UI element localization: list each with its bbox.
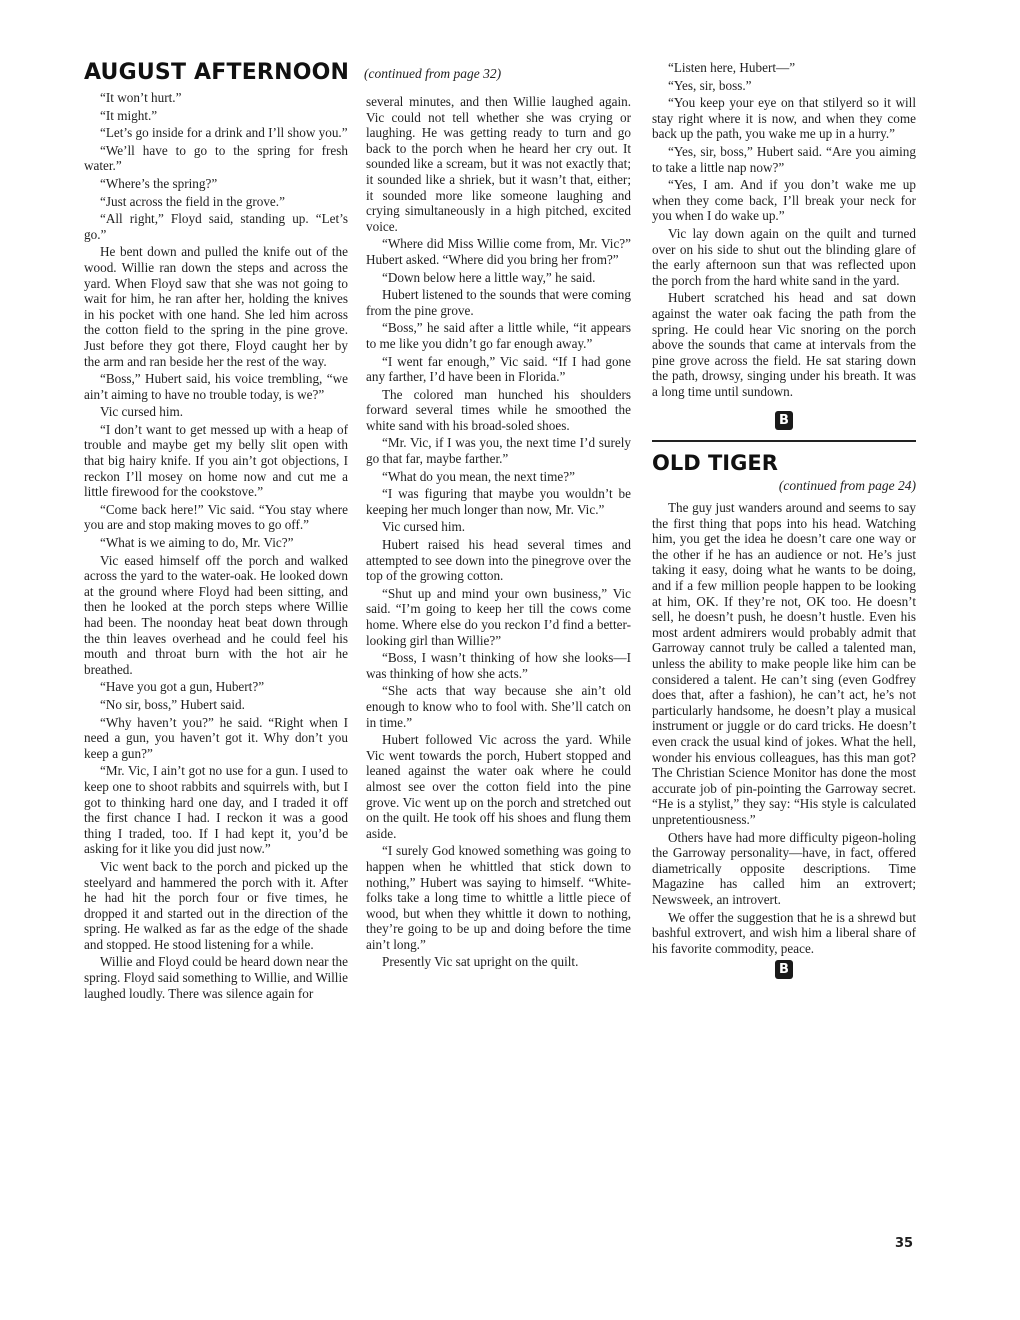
paragraph: Others have had more difficulty pigeon-holing the Garroway personality—have, in fact, offered diametrically opposite descriptions. Time Magazine has called him an extrovert; Newsweek, an introvert. <box>652 829 916 907</box>
paragraph: He bent down and pulled the knife out of the wood. Willie ran down the steps and across the yard. When Floyd saw that she was not going to wait for him, he ran after her, holding the knives in his pocket with one hand. She led him across the cotton field to the spring in the pine grove. Just before they got there, Floyd caught her by the arm and ran beside her the rest of the way. <box>84 244 348 369</box>
paragraph: Vic lay down again on the quilt and turned over on his side to shut out the blinding glare of the early afternoon sun that was reflected upon the porch from the hard white sand in the yard. <box>652 225 916 288</box>
paragraph: Presently Vic sat upright on the quilt. <box>382 954 579 970</box>
paragraph: several minutes, and then Willie laughed again. Vic could not tell whether she was crying or laughing. He was getting ready to turn and go back to the porch when he heard her cry out. It sounded like a scream, but it was not exactly that; it sounded like a shriek, but it wasn’t that, either; it sounded more like someone laughing and crying simultaneously in a high pitched, excited voice. <box>366 94 631 234</box>
text-column-3 <box>652 60 916 979</box>
paragraph: “Listen here, Hubert—” <box>668 60 796 75</box>
paragraph: Hubert listened to the sounds that were coming from the pine grove. <box>366 287 631 318</box>
paragraph: “Yes, sir, boss,” Hubert said. “Are you aiming to take a little nap now?” <box>652 143 916 175</box>
rabbit-logo-icon: B <box>775 960 793 979</box>
rabbit-logo-icon: B <box>775 411 793 430</box>
section-divider <box>652 440 916 442</box>
paragraph: Vic cursed him. <box>382 519 466 535</box>
paragraph: “Let’s go inside for a drink and I’ll show you.” <box>100 125 348 141</box>
paragraph: “Mr. Vic, I ain’t got no use for a gun. I used to keep one to shoot rabbits and squirrels with, but I got to thinking hard one day, and I traded it off the first chance I had. I reckon it was a good thing I traded, too. If I had kept it, you’d be asking for it like you did just now.” <box>84 763 348 857</box>
paragraph: “It won’t hurt.” <box>100 90 182 105</box>
paragraph: “I went far enough,” Vic said. “If I had gone any farther, I’d have been in Florida.” <box>366 353 631 385</box>
paragraph: “Yes, sir, boss.” <box>668 77 752 93</box>
paragraph: “I don’t want to get messed up with a heap of trouble and maybe get my belly slit open with that big hairy knife. If you ain’t got objections, I reckon I’ll mosey on home now and cut me a little firewood for the cookstove.” <box>84 421 348 500</box>
paragraph: “I was figuring that maybe you wouldn’t be keeping her much longer than now, Mr. Vic.” <box>366 486 631 517</box>
paragraph: “Boss, I wasn’t thinking of how she looks—I was thinking of how she acts.” <box>366 650 631 681</box>
paragraph: “Have you got a gun, Hubert?” <box>100 679 265 695</box>
continued-from-note: (continued from page 32) <box>364 66 502 81</box>
paragraph: “You keep your eye on that stilyerd so it will stay right where it is now, and when they come back up the path, you wake me up in a hurry.” <box>652 95 916 142</box>
paragraph: Vic went back to the porch and picked up the steelyard and hammered the porch with it. After he had hit the porch four or five times, he dropped it and started out in the direction of the spring. He walked as far as the edge of the shade and stopped. He stood listening for a while. <box>84 858 348 952</box>
end-mark-logo <box>652 411 916 430</box>
paragraph: “Why haven’t you?” he said. “Right when I need a gun, you haven’t got it. Why don’t you keep a gun?” <box>84 714 348 761</box>
paragraph: “Down below here a little way,” he said. <box>382 269 596 285</box>
paragraph: The guy just wanders around and seems to say the first thing that pops into his head. Watching him, you get the idea he doesn’t care one way or the other if he has an audience or not. He’s just taking it easy, doing what he wants to be doing, and if a few million people happen to be looking at him, OK. If they’re not, OK too. He doesn’t sell, he doesn’t push, he doesn’t hustle. Even his most ardent admirers would probably admit that Garroway cannot truly be called a talented man, unless the ability to make people like him can be considered a talent. He can’t sing (even Godfrey does that, after a fashion), he can’t act, he’s not particularly handsome, he doesn’t play a musical instrument or juggle or do card tricks. He doesn’t even crack the usual kind of jokes. What the hell, wonder his envious colleagues, has this man got? The Christian Science Monitor has done the most accurate job of pin-pointing the Garroway secret. “He is a stylist,” they say: “His style is calculated unpretentiousness.” <box>652 500 916 827</box>
old-tiger-end-mark <box>652 960 916 979</box>
paragraph: “No sir, boss,” Hubert said. <box>100 696 245 712</box>
paragraph: “Where did Miss Willie come from, Mr. Vic?” Hubert asked. “Where did you bring her from?” <box>366 236 631 267</box>
paragraph: “All right,” Floyd said, standing up. “Let’s go.” <box>84 211 348 242</box>
paragraph: “It might.” <box>100 107 158 123</box>
old-tiger-body <box>652 500 916 956</box>
paragraph: “Shut up and mind your own business,” Vic said. “I’m going to keep her till the cows come home. Where else do you reckon I’d find a better-looking girl than Willie?” <box>366 585 631 648</box>
story-title-old-tiger: OLD TIGER <box>652 451 778 476</box>
paragraph: “Come back here!” Vic said. “You stay where you are and stop making moves to go off.” <box>84 501 348 533</box>
paragraph: “I surely God knowed something was going to happen when he whittled that stick down to nothing,” Hubert was saying to himself. “White-folks take a long time to whittle a little piece of wood, but when they whittle it down to nothing, they’re going to be up and doing before the time ain’t long.” <box>366 843 631 952</box>
paragraph: The colored man hunched his shoulders forward several times while he smoothed the white sand with his broad-soled shoes. <box>366 386 631 433</box>
old-tiger-continued-note: (continued from page 24) <box>778 478 916 494</box>
paragraph: “What is we aiming to do, Mr. Vic?” <box>100 535 294 551</box>
page-number: 35 <box>895 1236 914 1251</box>
paragraph: “Boss,” Hubert said, his voice trembling, “we ain’t aiming to have no trouble today, is we?” <box>84 371 348 402</box>
story-title-august-afternoon: AUGUST AFTERNOON <box>84 60 350 85</box>
paragraph: Hubert followed Vic across the yard. While Vic went towards the porch, Hubert stopped and leaned against the water oak where he could almost see over the cotton field into the pine grove. Vic went up on the porch and stretched out on the quilt. He took off his shoes and flung them aside. <box>366 732 631 841</box>
paragraph: “Boss,” he said after a little while, “it appears to me like you didn’t go far enough away.” <box>366 320 631 351</box>
paragraph: “What do you mean, the next time?” <box>382 468 575 484</box>
paragraph: Vic cursed him. <box>100 404 184 420</box>
paragraph: “Mr. Vic, if I was you, the next time I’d surely go that far, maybe farther.” <box>366 435 631 467</box>
paragraph: “We’ll have to go to the spring for fresh water.” <box>84 142 348 174</box>
paragraph: Willie and Floyd could be heard down near the spring. Floyd said something to Willie, and Willie laughed loudly. There was silence again for <box>84 954 348 1001</box>
paragraph: Hubert scratched his head and sat down against the water oak facing the path from the spring. He could hear Vic snoring on the porch above the sounds that came at intervals from the pine grove across the field. He sat staring down the path, drowsy, singing under his breath. It was a long time until sundown. <box>652 290 916 399</box>
paragraph: Hubert raised his head several times and attempted to see down into the pinegrove over the top of the growing cotton. <box>366 537 631 584</box>
paragraph: “Yes, I am. And if you don’t wake me up when they come back, I’ll break your neck for you when I do wake up.” <box>652 177 916 224</box>
paragraph: “Just across the field in the grove.” <box>100 193 285 209</box>
text-column-1 <box>84 90 348 1003</box>
august-afternoon-ending <box>652 60 916 399</box>
paragraph: “She acts that way because she ain’t old enough to know who to fool with. She’ll catch on in time.” <box>366 683 631 730</box>
text-column-2 <box>366 94 631 972</box>
paragraph: “Where’s the spring?” <box>100 175 218 191</box>
paragraph: Vic eased himself off the porch and walked across the yard to the water-oak. He looked down at the ground where Floyd had been sitting, and then he looked at the porch steps where Willie had been. The noonday heat beat down through the thin leaves overhead and he could feel his mouth and throat burn with the hot air he breathed. <box>84 552 348 677</box>
paragraph: We offer the suggestion that he is a shrewd but bashful extrovert, and wish him a liberal share of his favorite commodity, peace. <box>652 909 916 956</box>
